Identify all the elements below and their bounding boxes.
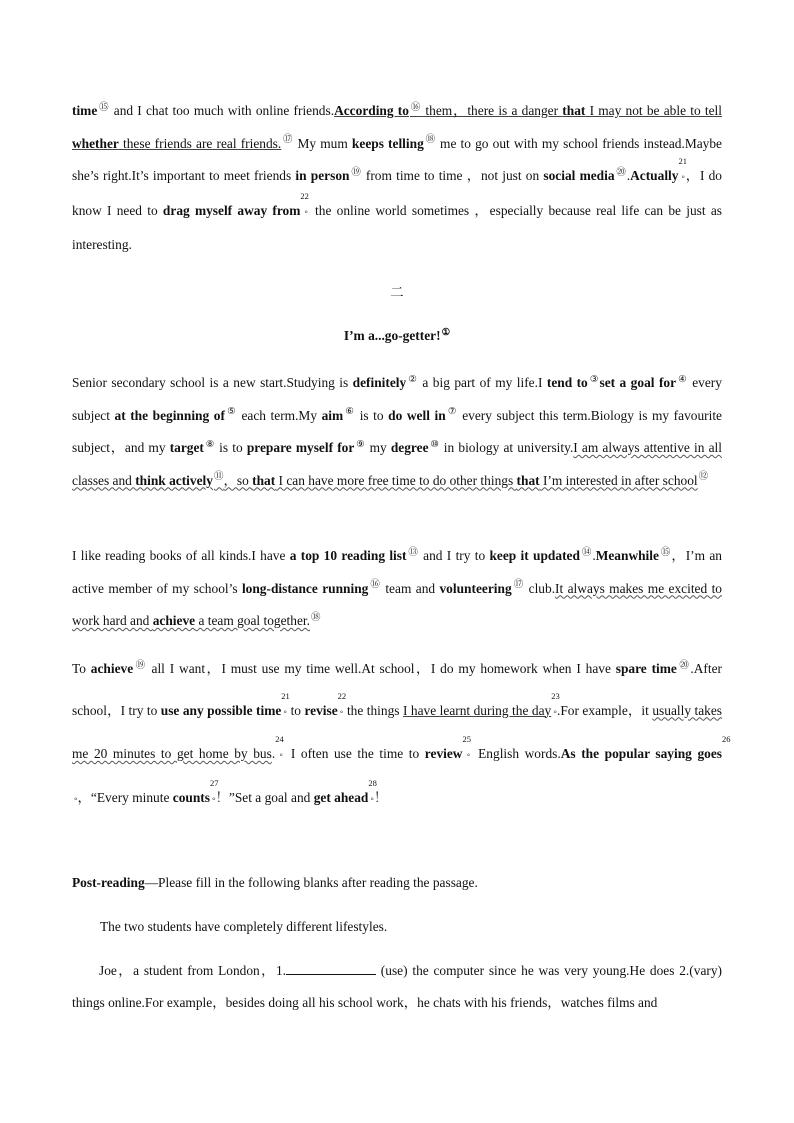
hollow-dot-marker: ◦ — [302, 206, 310, 218]
bold-key-phrase: revise — [304, 702, 338, 718]
text-run: is to — [215, 440, 247, 455]
hollow-dot-marker: ◦ — [680, 172, 686, 183]
text-run: me to go out with my school friends instead.Maybe she’s right.It’s important to meet friends — [72, 135, 723, 183]
bold-key-phrase: keeps telling — [351, 135, 424, 151]
text-run: . — [626, 168, 631, 183]
circled-number-marker: ⑫ — [698, 472, 709, 483]
bold-key-phrase: in person — [295, 168, 350, 183]
summary-fill-in — [72, 955, 722, 1019]
hollow-dot-marker: ◦ — [339, 706, 344, 718]
text-run: It always makes me excited to work hard and — [72, 580, 722, 628]
text-run: in biology at university. — [439, 440, 574, 455]
circled-number-marker: ⑰ — [282, 135, 294, 146]
text-run: the online world sometimes ，especially because real life can be just as interesting. — [72, 202, 722, 252]
bold-key-phrase: volunteering — [439, 580, 512, 596]
bold-key-phrase: that — [562, 103, 586, 118]
bold-key-phrase: counts — [172, 789, 210, 805]
circled-number-marker: ⑲ — [350, 167, 362, 178]
bold-key-phrase: that — [516, 472, 540, 488]
text-run: my — [365, 440, 391, 455]
bold-key-phrase: As the popular saying goes — [560, 746, 722, 761]
circled-number-marker: ⑱ — [311, 612, 321, 623]
bold-key-phrase: do well in — [388, 407, 446, 423]
bold-key-phrase: Actually — [630, 168, 679, 183]
bold-key-phrase: spare time — [615, 661, 677, 676]
text-run: (vary) things online.For example，besides doing all his school work，he chats with his friends，watches films and — [72, 963, 723, 1010]
bold-key-phrase: target — [169, 440, 204, 455]
bold-key-phrase: prepare myself for — [246, 440, 355, 455]
circled-number-marker: ⑤ — [225, 407, 237, 418]
circled-number-marker: ⑮ — [659, 547, 672, 558]
bold-key-phrase: According to — [334, 103, 409, 118]
text-run: ，so — [223, 472, 253, 488]
bold-key-phrase: review — [424, 746, 463, 761]
bold-key-phrase: time — [72, 103, 98, 118]
paragraph-reading — [72, 540, 722, 638]
bold-key-phrase: drag myself away from — [162, 202, 301, 218]
text-run: I like reading books of all kinds.I have — [72, 548, 290, 563]
text-run: to — [287, 702, 305, 718]
hollow-dot-marker: ◦ — [464, 750, 473, 761]
circled-number-marker: ⑧ — [204, 439, 216, 450]
bold-key-phrase: use any possible time — [160, 702, 282, 718]
text-run: ！ — [373, 789, 388, 805]
text-run: a big part of my life.I — [417, 375, 547, 390]
hollow-dot-marker: ◦ — [553, 706, 558, 718]
bold-key-phrase: social media — [543, 168, 615, 183]
text-run: I’m a...go-getter! — [343, 328, 441, 343]
hollow-dot-marker: ◦ — [277, 750, 286, 761]
bold-key-phrase: get ahead — [313, 789, 369, 805]
text-run: every subject — [72, 375, 722, 423]
text-run: .For example，it — [557, 702, 653, 718]
text-run: ，“Every minute — [77, 789, 173, 805]
paragraph-goals — [72, 367, 722, 497]
bold-key-phrase: degree — [390, 440, 429, 455]
text-run: ！”Set a goal and — [215, 789, 314, 805]
hollow-dot-marker: ◦ — [370, 793, 374, 805]
circled-number-marker: ⑦ — [446, 407, 458, 418]
circled-number-marker: ⑪ — [213, 472, 224, 483]
text-run: them，there is a danger — [421, 103, 563, 118]
text-run: . — [271, 746, 276, 761]
bold-key-phrase: aim — [321, 407, 344, 423]
bold-key-phrase: achieve — [90, 661, 134, 676]
circled-number-marker: ② — [407, 374, 418, 385]
hollow-dot-marker: ◦ — [283, 706, 288, 718]
bold-key-phrase: set a goal for — [599, 375, 677, 390]
wavy-underlined-sentence: usually takes me 20 minutes to get home by bus — [72, 702, 723, 761]
bold-key-phrase: whether — [72, 135, 119, 151]
text-run: and I try to — [418, 548, 490, 563]
paragraph-time-use: To achieve⑲ all I want，I must use my time well.At school，I do my homework when I have spare time⑳.After school，I try to use any possible time21◦ to revise22◦ the things I have learnt during the day23◦.For example，it usually takes me 20 minutes to get home by bus.24◦ I often use the time to review25◦ English words.As the popular saying goes26◦，“Every minute counts27◦！”Set a goal and get ahead28◦！ — [72, 660, 731, 805]
text-run: and I chat too much with online friends. — [109, 103, 335, 118]
passage-heading — [0, 328, 794, 344]
text-run: a team goal together. — [195, 613, 310, 628]
circled-number-marker: ⑬ — [407, 547, 419, 558]
circled-number-marker: ⑯ — [409, 102, 422, 113]
text-run: .After school，I try to — [72, 661, 722, 718]
text-run: team and — [380, 580, 440, 596]
circled-number-marker: ⑥ — [344, 407, 356, 418]
circled-number-marker: ⑯ — [369, 580, 381, 591]
text-run: ，I’m an active member of my school’s — [72, 548, 722, 596]
bold-key-phrase: definitely — [352, 375, 407, 390]
text-run: I can have more free time to do other things — [275, 472, 517, 488]
text-run: . — [592, 548, 596, 563]
bold-key-phrase: think actively — [135, 472, 213, 488]
text-run: is to — [355, 407, 389, 423]
text-run: ，I do know I need to — [72, 168, 723, 218]
summary-intro: The two students have completely different lifestyles. — [100, 919, 388, 934]
paragraph-online-friends: time⑮ and I chat too much with online friends.According to⑯ them，there is a danger that I may not be able to tell whether these friends are real friends.⑰ My mum keeps telling⑱ me to go out with my school friends instead.Maybe she’s right.It’s important to meet friends in person⑲ from time to time ，not just on social media⑳.Actually21◦，I do know I need to drag myself away from22◦ the online world sometimes ，especially because real life can be just as interesting. — [72, 102, 723, 252]
text-run: Joe，a student from London，1. — [99, 963, 287, 978]
text-run: To — [72, 661, 91, 676]
hollow-dot-marker: ◦ — [211, 793, 216, 805]
circled-number-marker: ⑩ — [429, 439, 440, 450]
post-reading-label: Post-reading — [72, 875, 145, 890]
text-run: from time to time ，not just on — [361, 168, 544, 183]
text-run: I am always attentive in all classes and — [72, 440, 722, 488]
blank-1[interactable] — [286, 962, 376, 975]
bold-key-phrase: keep it updated — [489, 548, 580, 563]
text-run: I may not be able to tell — [585, 103, 722, 118]
circled-number-marker: ⑳ — [615, 167, 627, 178]
text-run: every subject this term.Biology is my favourite subject，and my — [72, 407, 722, 455]
bold-key-phrase: Meanwhile — [595, 548, 659, 563]
section-number: 二 — [390, 285, 404, 300]
circled-number-marker: ⑨ — [355, 439, 366, 450]
text-run: Senior secondary school is a new start.Studying is — [72, 375, 353, 390]
circled-number-marker: ⑳ — [677, 660, 691, 671]
underlined-phrase: I have learnt during the day — [402, 702, 552, 718]
bold-key-phrase: long-distance running — [241, 580, 369, 596]
circled-number-marker: ⑱ — [424, 135, 436, 146]
circled-number-marker: ⑭ — [580, 547, 593, 558]
bold-key-phrase: a top 10 reading list — [289, 548, 407, 563]
circled-number-marker: ① — [441, 327, 451, 338]
bold-key-phrase: tend to — [546, 375, 588, 390]
text-run: English words. — [472, 746, 561, 761]
circled-number-marker: ③ — [588, 374, 600, 385]
text-run: each term.My — [236, 407, 322, 423]
text-run: these friends are real friends. — [118, 135, 282, 151]
bold-key-phrase: that — [252, 472, 276, 488]
circled-number-marker: ⑲ — [134, 660, 147, 671]
circled-number-marker: ④ — [677, 374, 688, 385]
bold-key-phrase: achieve — [152, 613, 196, 628]
text-run: I’m interested in after school — [539, 472, 698, 488]
text-run: the things — [343, 702, 403, 718]
text-run: all I want，I must use my time well.At school，I do my homework when I have — [146, 661, 616, 676]
text-run: Please fill in the following blanks after reading the passage. — [158, 875, 478, 890]
hollow-dot-marker: ◦ — [74, 793, 78, 805]
text-run: My mum — [293, 135, 352, 151]
bold-key-phrase: at the beginning of — [114, 407, 225, 423]
post-reading-instruction — [72, 866, 722, 900]
circled-number-marker: ⑰ — [512, 580, 525, 591]
text-run: I often use the time to — [285, 746, 425, 761]
circled-number-marker: ⑮ — [98, 102, 110, 113]
text-run: — — [144, 875, 159, 890]
text-run: club. — [524, 580, 556, 596]
text-run: (use) the computer since he was very young.He does 2. — [376, 963, 690, 978]
